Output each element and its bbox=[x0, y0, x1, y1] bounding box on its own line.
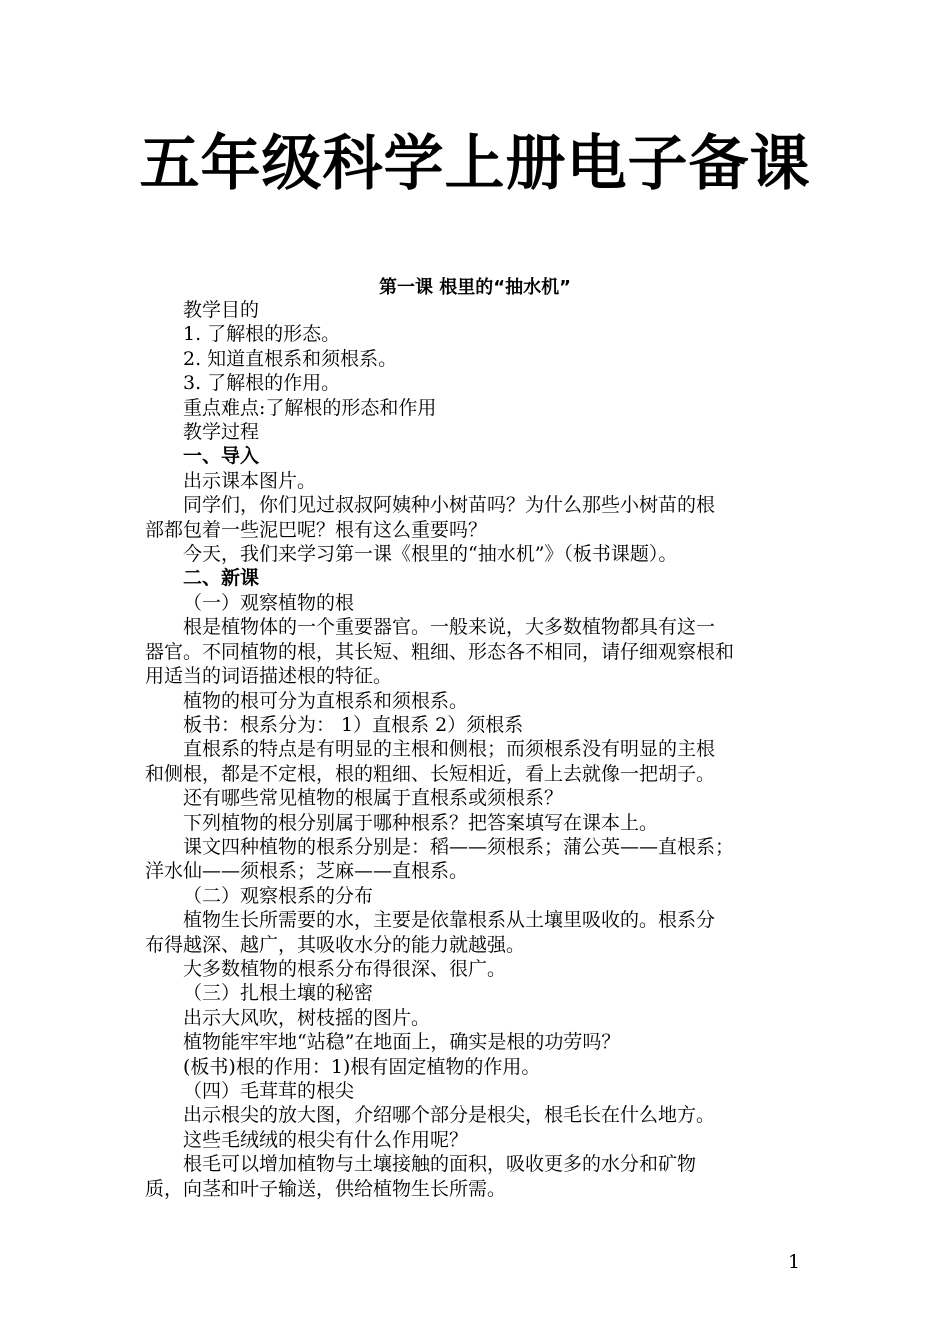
text-line: 重点难点:了解根的形态和作用 bbox=[183, 396, 437, 419]
text-line: 大多数植物的根系分布得很深、很广。 bbox=[183, 957, 507, 980]
text-line: 植物生长所需要的水，主要是依靠根系从土壤里吸收的。根系分 bbox=[183, 909, 716, 932]
text-line: 布得越深、越广，其吸收水分的能力就越强。 bbox=[145, 933, 526, 956]
text-line: 今天，我们来学习第一课《根里的“抽水机”》（板书课题）。 bbox=[183, 543, 678, 566]
lesson-title: 第一课 根里的“抽水机” bbox=[379, 277, 571, 298]
board-note: (板书)根的作用：1)根有固定植物的作用。 bbox=[183, 1055, 541, 1078]
text-line: 和侧根，都是不定根，根的粗细、长短相近，看上去就像一把胡子。 bbox=[145, 762, 716, 785]
lesson-body bbox=[145, 298, 810, 1201]
text-line: 根是植物体的一个重要器官。一般来说，大多数植物都具有这一 bbox=[183, 616, 716, 639]
subsection-heading: （四）毛茸茸的根尖 bbox=[183, 1080, 355, 1102]
text-line: 植物能牢牢地“站稳”在地面上，确实是根的功劳吗？ bbox=[183, 1031, 621, 1054]
text-line: 直根系的特点是有明显的主根和侧根；而须根系没有明显的主根 bbox=[183, 738, 716, 761]
text-line: 课文四种植物的根系分别是：稻——须根系；蒲公英——直根系； bbox=[183, 835, 735, 858]
board-note: 板书：根系分为： 1）直根系 2）须根系 bbox=[183, 713, 524, 736]
text-line: 部都包着一些泥巴呢？根有这么重要吗？ bbox=[145, 518, 488, 541]
document-title: 五年级科学上册电子备课 bbox=[139, 129, 811, 199]
text-line: 3. 了解根的作用。 bbox=[183, 372, 341, 395]
section-heading: 二、新课 bbox=[183, 567, 260, 590]
section-heading: 一、导入 bbox=[183, 445, 260, 468]
subsection-heading: （一）观察植物的根 bbox=[183, 591, 355, 614]
text-line: 教学过程 bbox=[183, 421, 260, 444]
text-line: 出示大风吹，树枝摇的图片。 bbox=[183, 1006, 431, 1029]
text-line: 这些毛绒绒的根尖有什么作用呢？ bbox=[183, 1128, 469, 1151]
text-line: 1. 了解根的形态。 bbox=[183, 323, 341, 346]
subsection-heading: （三）扎根土壤的秘密 bbox=[183, 982, 374, 1005]
text-line: 出示课本图片。 bbox=[183, 469, 317, 492]
text-line: 根毛可以增加植物与土壤接触的面积，吸收更多的水分和矿物 bbox=[183, 1153, 697, 1176]
text-line: 质，向茎和叶子输送，供给植物生长所需。 bbox=[145, 1177, 507, 1200]
text-line: 器官。不同植物的根，其长短、粗细、形态各不相同，请仔细观察根和 bbox=[145, 640, 735, 663]
text-line: 同学们，你们见过叔叔阿姨种小树苗吗？为什么那些小树苗的根 bbox=[183, 494, 716, 517]
text-line: 下列植物的根分别属于哪种根系？把答案填写在课本上。 bbox=[183, 811, 659, 834]
subsection-heading: （二）观察根系的分布 bbox=[183, 884, 374, 907]
text-line: 还有哪些常见植物的根属于直根系或须根系？ bbox=[183, 787, 564, 810]
text-line: 2. 知道直根系和须根系。 bbox=[183, 347, 398, 370]
text-line: 出示根尖的放大图，介绍哪个部分是根尖，根毛长在什么地方。 bbox=[183, 1104, 716, 1127]
text-line: 用适当的词语描述根的特征。 bbox=[145, 665, 393, 688]
page-number: 1 bbox=[788, 1251, 801, 1273]
text-line: 教学目的 bbox=[183, 299, 260, 321]
text-line: 植物的根可分为直根系和须根系。 bbox=[183, 689, 469, 712]
text-line: 洋水仙——须根系；芝麻——直根系。 bbox=[145, 860, 469, 883]
